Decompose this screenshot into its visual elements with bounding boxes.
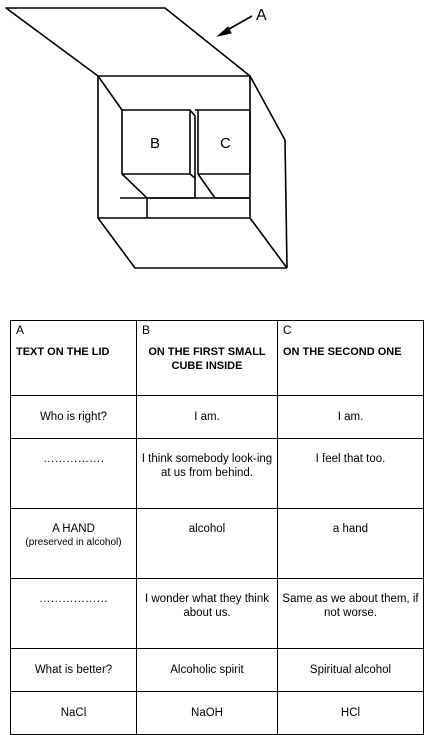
cell-second-cube: a hand <box>278 509 424 579</box>
table-row <box>11 396 424 439</box>
table-row <box>11 692 424 735</box>
inner-floor-left <box>98 180 120 198</box>
cell-second-cube: HCl <box>278 692 424 735</box>
header-cell-c <box>278 321 424 396</box>
box-bottom-front-edge <box>98 218 287 268</box>
cell-lid: Who is right? <box>11 396 137 439</box>
box-right-back-edge <box>285 140 287 268</box>
cube-c-label: C <box>220 135 231 152</box>
cell-lid-note: (preserved in alcohol) <box>25 537 122 548</box>
cell-second-cube: Same as we about them, if not worse. <box>278 579 424 649</box>
table-row <box>11 579 424 649</box>
box-right-top-edge <box>250 76 285 140</box>
header-letter: C <box>283 323 292 337</box>
pointer-label: A <box>256 7 267 24</box>
cell-lid <box>11 509 137 579</box>
header-title: ON THE SECOND ONE <box>283 346 402 358</box>
cell-first-cube: Alcoholic spirit <box>137 649 278 692</box>
cell-lid: ……………… <box>11 579 137 649</box>
cell-first-cube: I think somebody look-ing at us from behind. <box>137 439 278 509</box>
cell-lid: NaCl <box>11 692 137 735</box>
cube-c-bottom <box>198 174 250 198</box>
cell-first-cube: NaOH <box>137 692 278 735</box>
box-lid <box>6 8 250 76</box>
cell-second-cube: I feel that too. <box>278 439 424 509</box>
header-title: ON THE FIRST SMALL CUBE INSIDE <box>148 346 266 372</box>
cube-b-label: B <box>150 135 161 152</box>
header-letter: A <box>16 323 25 337</box>
cell-second-cube: I am. <box>278 396 424 439</box>
pointer-arrow <box>218 16 252 36</box>
table-header-row <box>11 321 424 396</box>
cell-lid: What is better? <box>11 649 137 692</box>
open-box-drawing <box>0 0 430 300</box>
table-row <box>11 649 424 692</box>
table-row <box>11 439 424 509</box>
header-title: TEXT ON THE LID <box>16 346 110 358</box>
header-cell-a <box>11 321 137 396</box>
inscriptions-table <box>10 320 424 735</box>
inner-shelf <box>98 76 122 110</box>
cell-first-cube: I am. <box>137 396 278 439</box>
cell-first-cube: I wonder what they think about us. <box>137 579 278 649</box>
header-letter: B <box>142 323 151 337</box>
cell-lid: ……………. <box>11 439 137 509</box>
table-row <box>11 509 424 579</box>
cell-second-cube: Spiritual alcohol <box>278 649 424 692</box>
cell-first-cube: alcohol <box>137 509 278 579</box>
cell-lid-text: A HAND <box>52 523 95 535</box>
header-cell-b <box>137 321 278 396</box>
cube-b-bottom <box>122 174 195 198</box>
